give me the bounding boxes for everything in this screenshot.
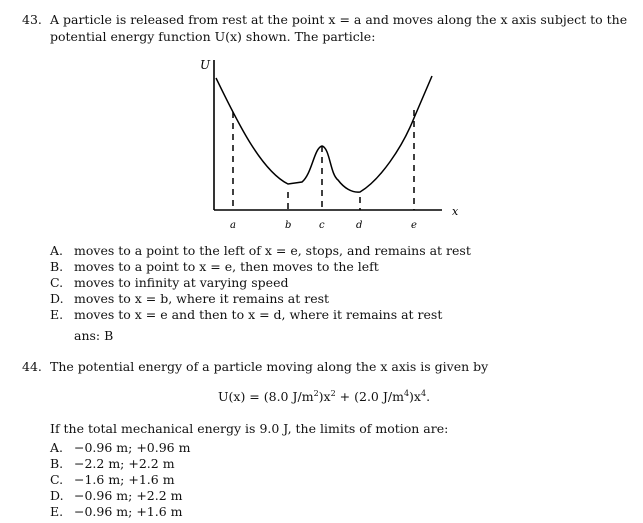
q43-option-e-text: moves to x = e and then to x = d, where it remains at rest: [74, 307, 443, 322]
q44-equation-lhs: U(x) = (8.0 J/m: [218, 389, 314, 404]
q43-option-b-text: moves to a point to x = e, then moves to the left: [74, 259, 379, 274]
question-43-number: 43.: [22, 12, 42, 27]
q43-option-a-text: moves to a point to the left of x = e, stops, and remains at rest: [74, 243, 471, 258]
q44-option-e-letter: E.: [50, 504, 64, 519]
q43-option-c-letter: C.: [50, 275, 64, 290]
q44-option-b-text: −2.2 m; +2.2 m: [74, 456, 175, 471]
x-axis-label: x: [452, 205, 459, 218]
q43-option-d-letter: D.: [50, 291, 64, 306]
tick-label-b: b: [285, 220, 292, 231]
q44-equation-exp4: 4: [420, 388, 427, 398]
question-44-number: 44.: [22, 359, 42, 374]
potential-curve: [216, 76, 432, 192]
potential-energy-figure: [190, 52, 480, 237]
question-43-text-line1: A particle is released from rest at the point x = a and moves along the x axis subject to the: [50, 12, 628, 27]
q44-equation-mid3: )x: [409, 389, 421, 404]
q43-option-e-letter: E.: [50, 307, 64, 322]
q44-option-e-text: −0.96 m; +1.6 m: [74, 504, 183, 519]
q43-answer: ans: B: [74, 328, 114, 343]
q44-equation-mid2: + (2.0 J/m: [335, 389, 404, 404]
q44-equation: [218, 389, 430, 404]
q44-option-a-text: −0.96 m; +0.96 m: [74, 440, 191, 455]
q44-option-b-letter: B.: [50, 456, 64, 471]
q44-option-c-text: −1.6 m; +1.6 m: [74, 472, 175, 487]
tick-label-e: e: [411, 220, 417, 231]
q44-equation-exp3: 4: [403, 388, 410, 398]
q44-option-d-text: −0.96 m; +2.2 m: [74, 488, 183, 503]
tick-label-c: c: [319, 220, 325, 231]
q44-option-d-letter: D.: [50, 488, 64, 503]
q43-option-d-text: moves to x = b, where it remains at rest: [74, 291, 330, 306]
q44-equation-exp1: 2: [313, 388, 319, 398]
q43-option-a-letter: A.: [50, 243, 64, 258]
question-44-text-line1: The potential energy of a particle moving along the x axis is given by: [50, 359, 489, 374]
y-axis-label: U: [200, 58, 211, 72]
q44-option-a-letter: A.: [50, 440, 64, 455]
question-44-text-line2: If the total mechanical energy is 9.0 J, the limits of motion are:: [50, 421, 449, 436]
q44-option-c-letter: C.: [50, 472, 64, 487]
q43-option-b-letter: B.: [50, 259, 64, 274]
tick-label-d: d: [356, 220, 363, 231]
question-43-text-line2: potential energy function U(x) shown. The particle:: [50, 29, 376, 44]
q44-equation-mid: )x: [318, 389, 331, 404]
q44-equation-end: .: [426, 389, 431, 404]
q44-equation-exp2: 2: [330, 388, 336, 398]
q43-option-c-text: moves to infinity at varying speed: [74, 275, 289, 290]
tick-label-a: a: [230, 220, 236, 231]
